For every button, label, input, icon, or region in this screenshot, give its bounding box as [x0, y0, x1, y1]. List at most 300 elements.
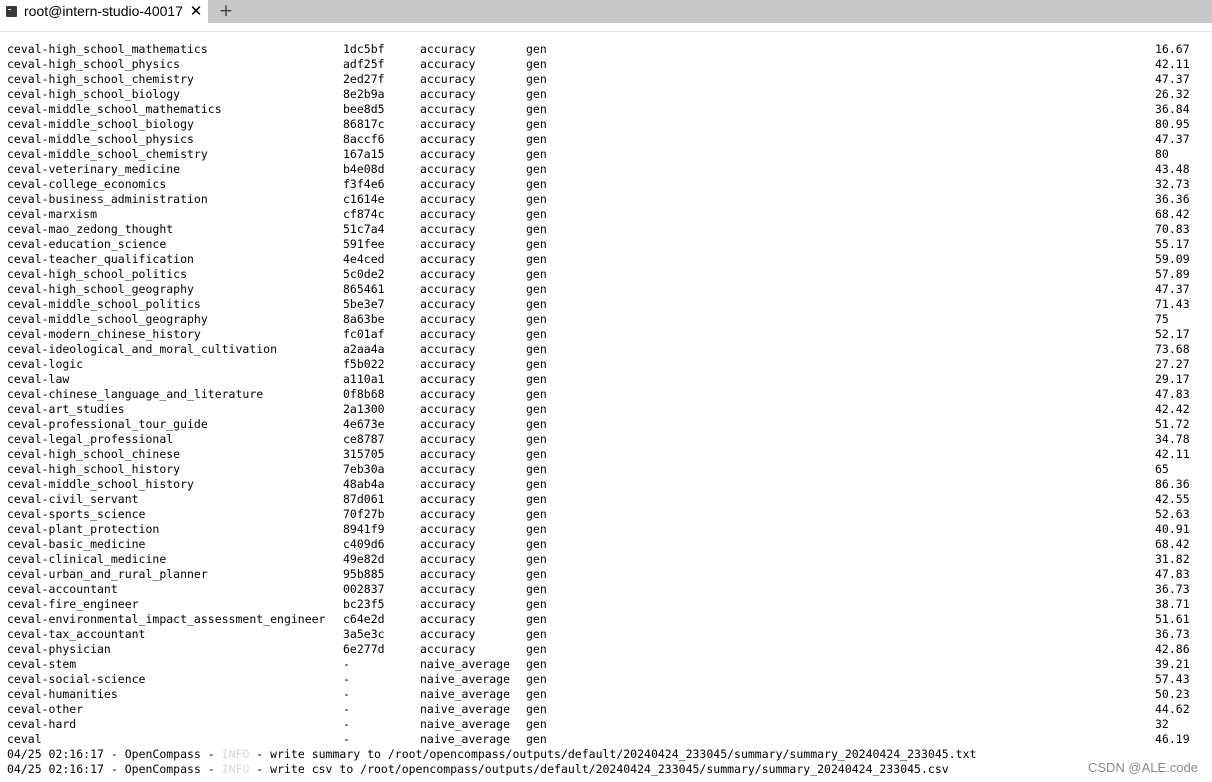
mode-cell: gen	[526, 657, 547, 671]
result-row	[7, 252, 1207, 267]
dataset-cell: ceval-high_school_chinese	[7, 447, 181, 461]
dataset-cell: ceval-other	[7, 702, 84, 716]
version-cell: -	[343, 717, 350, 731]
version-cell: 4e673e	[343, 417, 385, 431]
mode-cell: gen	[526, 687, 547, 701]
value-cell: 47.37	[1155, 132, 1190, 146]
dataset-cell: ceval-physician	[7, 642, 111, 656]
dataset-cell: ceval-high_school_biology	[7, 87, 181, 101]
mode-cell: gen	[526, 417, 547, 431]
dataset-cell: ceval-accountant	[7, 582, 118, 596]
mode-cell: gen	[526, 402, 547, 416]
result-row	[7, 192, 1207, 207]
result-row	[7, 612, 1207, 627]
result-row	[7, 732, 1207, 747]
result-row	[7, 327, 1207, 342]
metric-cell: accuracy	[420, 522, 476, 536]
version-cell: 51c7a4	[343, 222, 385, 236]
dataset-cell: ceval-high_school_politics	[7, 267, 188, 281]
result-row	[7, 147, 1207, 162]
dataset-cell: ceval-mao_zedong_thought	[7, 222, 174, 236]
version-cell: 6e277d	[343, 642, 385, 656]
dataset-cell: ceval-middle_school_politics	[7, 297, 201, 311]
version-cell: c409d6	[343, 537, 385, 551]
result-row	[7, 522, 1207, 537]
mode-cell: gen	[526, 192, 547, 206]
value-cell: 36.73	[1155, 627, 1190, 641]
version-cell: 591fee	[343, 237, 385, 251]
mode-cell: gen	[526, 582, 547, 596]
dataset-cell: ceval-fire_engineer	[7, 597, 139, 611]
dataset-cell: ceval-middle_school_biology	[7, 117, 194, 131]
value-cell: 65	[1155, 462, 1169, 476]
log-message: write summary to /root/opencompass/outputs/default/20240424_233045/summary/summary_20240424_233045.txt	[270, 747, 977, 761]
value-cell: 70.83	[1155, 222, 1190, 236]
mode-cell: gen	[526, 567, 547, 581]
dataset-cell: ceval-middle_school_chemistry	[7, 147, 208, 161]
dataset-cell: ceval-high_school_mathematics	[7, 42, 208, 56]
metric-cell: accuracy	[420, 147, 476, 161]
result-row	[7, 717, 1207, 732]
metric-cell: accuracy	[420, 282, 476, 296]
terminal-tab[interactable]	[0, 0, 208, 23]
result-row	[7, 102, 1207, 117]
value-cell: 34.78	[1155, 432, 1190, 446]
version-cell: a110a1	[343, 372, 385, 386]
mode-cell: gen	[526, 372, 547, 386]
log-time: 04/25 02:16:17	[7, 747, 104, 761]
terminal-icon	[6, 6, 17, 17]
new-tab-button[interactable]: +	[218, 1, 234, 21]
metric-cell: accuracy	[420, 267, 476, 281]
mode-cell: gen	[526, 672, 547, 686]
dataset-cell: ceval-humanities	[7, 687, 118, 701]
dataset-cell: ceval-tax_accountant	[7, 627, 146, 641]
version-cell: 48ab4a	[343, 477, 385, 491]
metric-cell: accuracy	[420, 102, 476, 116]
value-cell: 27.27	[1155, 357, 1190, 371]
metric-cell: accuracy	[420, 87, 476, 101]
value-cell: 39.21	[1155, 657, 1190, 671]
version-cell: bc23f5	[343, 597, 385, 611]
version-cell: 86817c	[343, 117, 385, 131]
result-row	[7, 207, 1207, 222]
value-cell: 44.62	[1155, 702, 1190, 716]
dataset-cell: ceval-clinical_medicine	[7, 552, 167, 566]
dataset-cell: ceval-high_school_physics	[7, 57, 181, 71]
mode-cell: gen	[526, 732, 547, 746]
mode-cell: gen	[526, 537, 547, 551]
value-cell: 47.83	[1155, 567, 1190, 581]
version-cell: 315705	[343, 447, 385, 461]
result-row	[7, 462, 1207, 477]
value-cell: 43.48	[1155, 162, 1190, 176]
version-cell: 8accf6	[343, 132, 385, 146]
value-cell: 36.73	[1155, 582, 1190, 596]
value-cell: 55.17	[1155, 237, 1190, 251]
mode-cell: gen	[526, 477, 547, 491]
result-row	[7, 477, 1207, 492]
dataset-cell: ceval-plant_protection	[7, 522, 160, 536]
version-cell: 95b885	[343, 567, 385, 581]
result-row	[7, 672, 1207, 687]
result-row	[7, 402, 1207, 417]
metric-cell: accuracy	[420, 132, 476, 146]
result-row	[7, 267, 1207, 282]
dataset-cell: ceval-hard	[7, 717, 77, 731]
result-row	[7, 432, 1207, 447]
result-row	[7, 237, 1207, 252]
result-row	[7, 342, 1207, 357]
mode-cell: gen	[526, 492, 547, 506]
metric-cell: accuracy	[420, 72, 476, 86]
version-cell: 87d061	[343, 492, 385, 506]
value-cell: 36.36	[1155, 192, 1190, 206]
result-row	[7, 282, 1207, 297]
mode-cell: gen	[526, 342, 547, 356]
result-row	[7, 132, 1207, 147]
value-cell: 46.19	[1155, 732, 1190, 746]
value-cell: 59.09	[1155, 252, 1190, 266]
metric-cell: accuracy	[420, 372, 476, 386]
value-cell: 47.83	[1155, 387, 1190, 401]
value-cell: 52.17	[1155, 327, 1190, 341]
result-row	[7, 447, 1207, 462]
version-cell: 8a63be	[343, 312, 385, 326]
version-cell: ce8787	[343, 432, 385, 446]
result-row	[7, 687, 1207, 702]
dataset-cell: ceval-professional_tour_guide	[7, 417, 208, 431]
version-cell: 5be3e7	[343, 297, 385, 311]
value-cell: 42.86	[1155, 642, 1190, 656]
dataset-cell: ceval-logic	[7, 357, 84, 371]
mode-cell: gen	[526, 702, 547, 716]
mode-cell: gen	[526, 57, 547, 71]
metric-cell: accuracy	[420, 402, 476, 416]
log-line: 04/25 02:16:17 - OpenCompass - INFO - write summary to /root/opencompass/outputs/default/20240424_233045/summary/summary_20240424_233045.txt	[7, 747, 977, 761]
result-row	[7, 582, 1207, 597]
mode-cell: gen	[526, 507, 547, 521]
value-cell: 86.36	[1155, 477, 1190, 491]
result-row	[7, 537, 1207, 552]
metric-cell: accuracy	[420, 612, 476, 626]
dataset-cell: ceval-high_school_history	[7, 462, 181, 476]
metric-cell: naive_average	[420, 672, 511, 686]
metric-cell: naive_average	[420, 732, 511, 746]
result-row	[7, 357, 1207, 372]
metric-cell: accuracy	[420, 642, 476, 656]
result-row	[7, 372, 1207, 387]
version-cell: 5c0de2	[343, 267, 385, 281]
mode-cell: gen	[526, 132, 547, 146]
mode-cell: gen	[526, 222, 547, 236]
result-row	[7, 72, 1207, 87]
metric-cell: accuracy	[420, 57, 476, 71]
mode-cell: gen	[526, 312, 547, 326]
value-cell: 51.72	[1155, 417, 1190, 431]
mode-cell: gen	[526, 612, 547, 626]
value-cell: 16.67	[1155, 42, 1190, 56]
version-cell: 8941f9	[343, 522, 385, 536]
mode-cell: gen	[526, 597, 547, 611]
mode-cell: gen	[526, 447, 547, 461]
result-row	[7, 117, 1207, 132]
result-row	[7, 702, 1207, 717]
version-cell: b4e08d	[343, 162, 385, 176]
value-cell: 51.61	[1155, 612, 1190, 626]
metric-cell: accuracy	[420, 177, 476, 191]
metric-cell: accuracy	[420, 477, 476, 491]
mode-cell: gen	[526, 297, 547, 311]
version-cell: 8e2b9a	[343, 87, 385, 101]
result-row	[7, 312, 1207, 327]
log-source: OpenCompass	[124, 747, 201, 761]
value-cell: 42.11	[1155, 447, 1190, 461]
mode-cell: gen	[526, 642, 547, 656]
version-cell: -	[343, 687, 350, 701]
mode-cell: gen	[526, 177, 547, 191]
mode-cell: gen	[526, 42, 547, 56]
value-cell: 26.32	[1155, 87, 1190, 101]
metric-cell: accuracy	[420, 627, 476, 641]
version-cell: 7eb30a	[343, 462, 385, 476]
mode-cell: gen	[526, 432, 547, 446]
value-cell: 36.84	[1155, 102, 1190, 116]
mode-cell: gen	[526, 237, 547, 251]
dataset-cell: ceval-art_studies	[7, 402, 125, 416]
dataset-cell: ceval-modern_chinese_history	[7, 327, 201, 341]
version-cell: 2a1300	[343, 402, 385, 416]
result-row	[7, 492, 1207, 507]
mode-cell: gen	[526, 357, 547, 371]
metric-cell: naive_average	[420, 702, 511, 716]
metric-cell: accuracy	[420, 222, 476, 236]
metric-cell: accuracy	[420, 582, 476, 596]
mode-cell: gen	[526, 717, 547, 731]
version-cell: 167a15	[343, 147, 385, 161]
dataset-cell: ceval-legal_professional	[7, 432, 174, 446]
metric-cell: accuracy	[420, 597, 476, 611]
value-cell: 31.82	[1155, 552, 1190, 566]
version-cell: -	[343, 657, 350, 671]
value-cell: 73.68	[1155, 342, 1190, 356]
dataset-cell: ceval-college_economics	[7, 177, 167, 191]
dataset-cell: ceval	[7, 732, 42, 746]
log-time: 04/25 02:16:17	[7, 762, 104, 776]
metric-cell: naive_average	[420, 687, 511, 701]
result-row	[7, 597, 1207, 612]
dataset-cell: ceval-high_school_chemistry	[7, 72, 194, 86]
version-cell: 3a5e3c	[343, 627, 385, 641]
dataset-cell: ceval-business_administration	[7, 192, 208, 206]
version-cell: 2ed27f	[343, 72, 385, 86]
metric-cell: naive_average	[420, 657, 511, 671]
dataset-cell: ceval-basic_medicine	[7, 537, 146, 551]
result-row	[7, 627, 1207, 642]
value-cell: 42.11	[1155, 57, 1190, 71]
divider	[0, 31, 1212, 32]
version-cell: f5b022	[343, 357, 385, 371]
value-cell: 32.73	[1155, 177, 1190, 191]
value-cell: 57.43	[1155, 672, 1190, 686]
metric-cell: accuracy	[420, 567, 476, 581]
mode-cell: gen	[526, 522, 547, 536]
terminal-output[interactable]	[7, 42, 1207, 777]
value-cell: 71.43	[1155, 297, 1190, 311]
version-cell: -	[343, 672, 350, 686]
result-row	[7, 417, 1207, 432]
mode-cell: gen	[526, 387, 547, 401]
version-cell: -	[343, 702, 350, 716]
version-cell: adf25f	[343, 57, 385, 71]
metric-cell: accuracy	[420, 387, 476, 401]
version-cell: 70f27b	[343, 507, 385, 521]
dataset-cell: ceval-stem	[7, 657, 77, 671]
metric-cell: accuracy	[420, 162, 476, 176]
mode-cell: gen	[526, 117, 547, 131]
metric-cell: accuracy	[420, 432, 476, 446]
dataset-cell: ceval-veterinary_medicine	[7, 162, 181, 176]
value-cell: 42.42	[1155, 402, 1190, 416]
metric-cell: accuracy	[420, 462, 476, 476]
value-cell: 47.37	[1155, 282, 1190, 296]
metric-cell: accuracy	[420, 297, 476, 311]
value-cell: 42.55	[1155, 492, 1190, 506]
metric-cell: accuracy	[420, 447, 476, 461]
metric-cell: naive_average	[420, 717, 511, 731]
value-cell: 38.71	[1155, 597, 1190, 611]
dataset-cell: ceval-chinese_language_and_literature	[7, 387, 264, 401]
value-cell: 75	[1155, 312, 1169, 326]
mode-cell: gen	[526, 282, 547, 296]
value-cell: 68.42	[1155, 537, 1190, 551]
result-row	[7, 297, 1207, 312]
mode-cell: gen	[526, 327, 547, 341]
version-cell: bee8d5	[343, 102, 385, 116]
result-row	[7, 177, 1207, 192]
mode-cell: gen	[526, 627, 547, 641]
version-cell: fc01af	[343, 327, 385, 341]
version-cell: 1dc5bf	[343, 42, 385, 56]
log-source: OpenCompass	[124, 762, 201, 776]
value-cell: 80.95	[1155, 117, 1190, 131]
log-line: 04/25 02:16:17 - OpenCompass - INFO - write csv to /root/opencompass/outputs/default/20240424_233045/summary/summary_20240424_233045.csv	[7, 762, 949, 776]
metric-cell: accuracy	[420, 342, 476, 356]
dataset-cell: ceval-middle_school_physics	[7, 132, 194, 146]
dataset-cell: ceval-high_school_geography	[7, 282, 194, 296]
mode-cell: gen	[526, 552, 547, 566]
version-cell: 49e82d	[343, 552, 385, 566]
watermark: CSDN @ALE.code	[1087, 760, 1198, 775]
value-cell: 29.17	[1155, 372, 1190, 386]
mode-cell: gen	[526, 102, 547, 116]
dataset-cell: ceval-teacher_qualification	[7, 252, 194, 266]
metric-cell: accuracy	[420, 207, 476, 221]
dataset-cell: ceval-sports_science	[7, 507, 146, 521]
dataset-cell: ceval-environmental_impact_assessment_engineer	[7, 612, 326, 626]
metric-cell: accuracy	[420, 117, 476, 131]
version-cell: c64e2d	[343, 612, 385, 626]
dataset-cell: ceval-education_science	[7, 237, 167, 251]
mode-cell: gen	[526, 162, 547, 176]
dataset-cell: ceval-ideological_and_moral_cultivation	[7, 342, 278, 356]
value-cell: 80	[1155, 147, 1169, 161]
metric-cell: accuracy	[420, 552, 476, 566]
mode-cell: gen	[526, 252, 547, 266]
version-cell: 4e4ced	[343, 252, 385, 266]
version-cell: 0f8b68	[343, 387, 385, 401]
result-row	[7, 162, 1207, 177]
metric-cell: accuracy	[420, 537, 476, 551]
version-cell: 865461	[343, 282, 385, 296]
dataset-cell: ceval-social-science	[7, 672, 146, 686]
metric-cell: accuracy	[420, 417, 476, 431]
mode-cell: gen	[526, 207, 547, 221]
result-row	[7, 57, 1207, 72]
mode-cell: gen	[526, 87, 547, 101]
result-row	[7, 222, 1207, 237]
metric-cell: accuracy	[420, 492, 476, 506]
dataset-cell: ceval-law	[7, 372, 70, 386]
result-row	[7, 387, 1207, 402]
metric-cell: accuracy	[420, 192, 476, 206]
value-cell: 47.37	[1155, 72, 1190, 86]
metric-cell: accuracy	[420, 312, 476, 326]
dataset-cell: ceval-urban_and_rural_planner	[7, 567, 208, 581]
close-icon[interactable]: ✕	[189, 2, 203, 20]
mode-cell: gen	[526, 72, 547, 86]
metric-cell: accuracy	[420, 42, 476, 56]
dataset-cell: ceval-civil_servant	[7, 492, 139, 506]
version-cell: -	[343, 732, 350, 746]
result-row	[7, 552, 1207, 567]
result-row	[7, 87, 1207, 102]
tab-title: root@intern-studio-40017	[24, 3, 183, 19]
log-level: INFO	[221, 747, 250, 761]
value-cell: 52.63	[1155, 507, 1190, 521]
value-cell: 40.91	[1155, 522, 1190, 536]
value-cell: 32	[1155, 717, 1169, 731]
value-cell: 50.23	[1155, 687, 1190, 701]
value-cell: 57.89	[1155, 267, 1190, 281]
mode-cell: gen	[526, 267, 547, 281]
result-row	[7, 507, 1207, 522]
result-row	[7, 642, 1207, 657]
mode-cell: gen	[526, 462, 547, 476]
value-cell: 68.42	[1155, 207, 1190, 221]
log-message: write csv to /root/opencompass/outputs/default/20240424_233045/summary/summary_20240424_233045.csv	[270, 762, 949, 776]
version-cell: cf874c	[343, 207, 385, 221]
tab-strip	[0, 0, 1212, 23]
dataset-cell: ceval-middle_school_mathematics	[7, 102, 222, 116]
version-cell: c1614e	[343, 192, 385, 206]
mode-cell: gen	[526, 147, 547, 161]
version-cell: f3f4e6	[343, 177, 385, 191]
version-cell: 002837	[343, 582, 385, 596]
metric-cell: accuracy	[420, 252, 476, 266]
log-level: INFO	[221, 762, 250, 776]
metric-cell: accuracy	[420, 327, 476, 341]
result-row	[7, 42, 1207, 57]
metric-cell: accuracy	[420, 357, 476, 371]
result-row	[7, 657, 1207, 672]
metric-cell: accuracy	[420, 237, 476, 251]
dataset-cell: ceval-middle_school_geography	[7, 312, 208, 326]
metric-cell: accuracy	[420, 507, 476, 521]
dataset-cell: ceval-middle_school_history	[7, 477, 194, 491]
version-cell: a2aa4a	[343, 342, 385, 356]
dataset-cell: ceval-marxism	[7, 207, 98, 221]
